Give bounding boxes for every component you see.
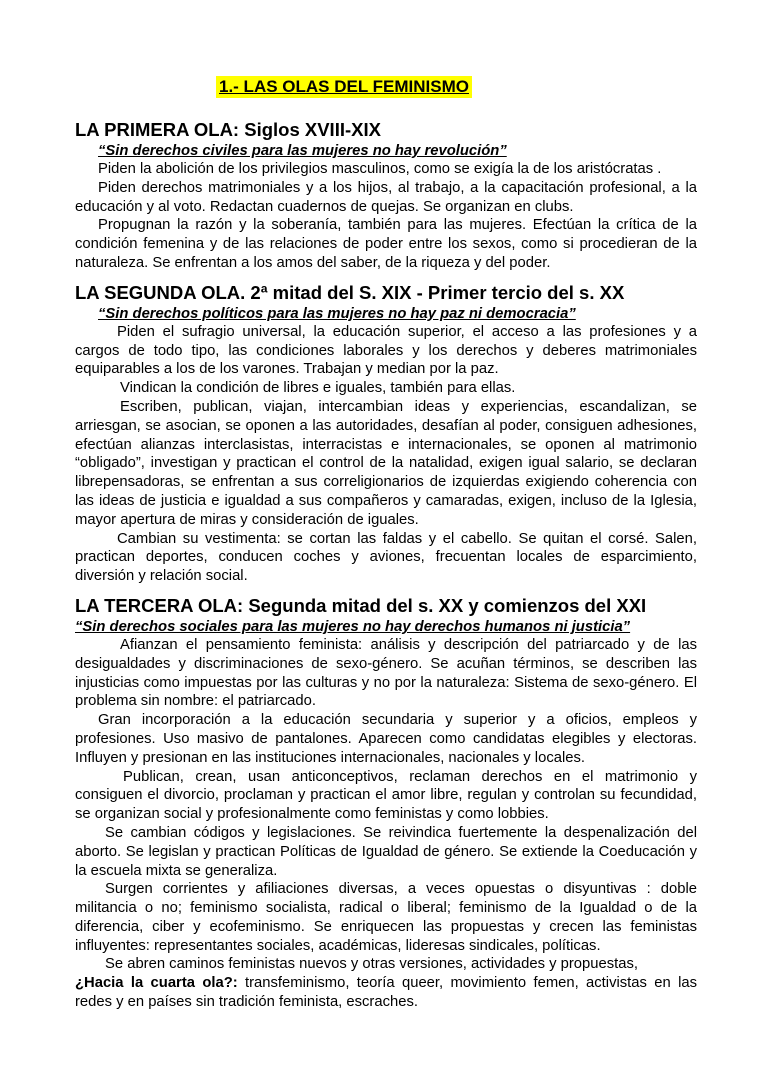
final-text: transfeminismo, teoría queer, movimiento femen, activistas en las redes y en países sin tradición feminista, escraches. bbox=[75, 975, 697, 1011]
paragraph: Piden derechos matrimoniales y a los hijos, al trabajo, a la capacitación profesional, a la educación y al voto. Redactan cuadernos de quejas. Se organizan en clubs. bbox=[75, 179, 697, 215]
section-quote: “Sin derechos civiles para las mujeres no hay revolución” bbox=[98, 143, 507, 159]
final-paragraph bbox=[75, 974, 697, 1012]
section-primera-ola bbox=[75, 118, 697, 273]
paragraph: Se abren caminos feministas nuevos y otras versiones, actividades y propuestas, bbox=[105, 956, 638, 973]
paragraph: Surgen corrientes y afiliaciones diversas, a veces opuestas o disyuntivas : doble militancia o no; feminismo socialista, radical o liberal; feminismo de la Igualdad o de la diferencia, ciber y ecofeminismo. Se enriquecen las propuestas y crecen las feministas influyentes: representantes sociales, académicas, lideresas sindicales, políticas. bbox=[75, 881, 697, 954]
section-segunda-ola bbox=[75, 281, 697, 586]
title-container bbox=[0, 76, 768, 98]
section-tercera-ola bbox=[75, 594, 697, 1012]
section-quote: “Sin derechos políticos para las mujeres no hay paz ni democracia” bbox=[98, 305, 576, 322]
document-body bbox=[75, 118, 697, 1012]
final-label: ¿Hacia la cuarta ola?: bbox=[75, 975, 238, 992]
section-quote: “Sin derechos sociales para las mujeres no hay derechos humanos ni justicia” bbox=[75, 618, 631, 635]
paragraph: Propugnan la razón y la soberanía, también para las mujeres. Efectúan la crítica de la condición femenina y de las relaciones de poder entre los sexos, como si procedieran de la naturaleza. Se enfrentan a los amos del saber, de la riqueza y del poder. bbox=[75, 217, 697, 271]
paragraph: Se cambian códigos y legislaciones. Se reivindica fuertemente la despenalización del aborto. Se legislan y practican Políticas de Igualdad de género. Se extiende la Coeducación y la escuela mixta se generaliza. bbox=[75, 824, 697, 879]
paragraph: Afianzan el pensamiento feminista: análisis y descripción del patriarcado y de las desigualdades y discriminaciones de sexo-género. Se acuñan términos, se describen las injusticias como impuestas por las culturas y no por la naturaleza: Sistema de sexo-género. El problema sin nombre: el patriarcado. bbox=[75, 636, 697, 710]
paragraph: Piden la abolición de los privilegios masculinos, como se exigía la de los aristócratas . bbox=[98, 161, 662, 177]
section-heading: LA TERCERA OLA: Segunda mitad del s. XX y comienzos del XXI bbox=[75, 594, 647, 616]
document-title: 1.- LAS OLAS DEL FEMINISMO bbox=[216, 76, 472, 98]
paragraph: Cambian su vestimenta: se cortan las faldas y el cabello. Se quitan el corsé. Salen, practican deportes, conducen coches y aviones, frecuentan locales de esparcimiento, diversión y relación social. bbox=[75, 530, 697, 585]
paragraph: Publican, crean, usan anticonceptivos, reclaman derechos en el matrimonio y consiguen el divorcio, proclaman y practican el amor libre, regulan y controlan su fecundidad, se organizan social y profesionalmente como feministas y como lobbies. bbox=[75, 768, 697, 823]
section-heading: LA SEGUNDA OLA. 2ª mitad del S. XIX - Primer tercio del s. XX bbox=[75, 281, 625, 303]
paragraph: Gran incorporación a la educación secundaria y superior y a oficios, empleos y profesiones. Uso masivo de pantalones. Aparecen como candidatas elegibles y electoras. Influyen y presionan en las instituciones internacionales, nacionales y locales. bbox=[75, 712, 697, 766]
paragraph: Vindican la condición de libres e iguales, también para ellas. bbox=[120, 380, 516, 397]
paragraph: Piden el sufragio universal, la educación superior, el acceso a las profesiones y a cargos de todo tipo, las condiciones laborales y los derechos y deberes matrimoniales equiparables a los de los varones. Trabajan y median por la paz. bbox=[75, 323, 697, 378]
paragraph: Escriben, publican, viajan, intercambian ideas y experiencias, escandalizan, se arriesgan, se asocian, se oponen a las autoridades, desafían al poder, consiguen adhesiones, efectúan alianzas interclasistas, interracistas e internacionales, se oponen al matrimonio “obligado”, investigan y practican el control de la natalidad, exigen igual salario, se declaran librepensadoras, se enfrentan a sus correligionarios de izquierdas exigiendo coherencia con las ideas de justicia e igualdad a sus compañeros y camaradas, exigen, incluso de la Iglesia, mayor apertura de miras y consideración de iguales. bbox=[75, 398, 697, 528]
section-heading: LA PRIMERA OLA: Siglos XVIII-XIX bbox=[75, 119, 381, 140]
